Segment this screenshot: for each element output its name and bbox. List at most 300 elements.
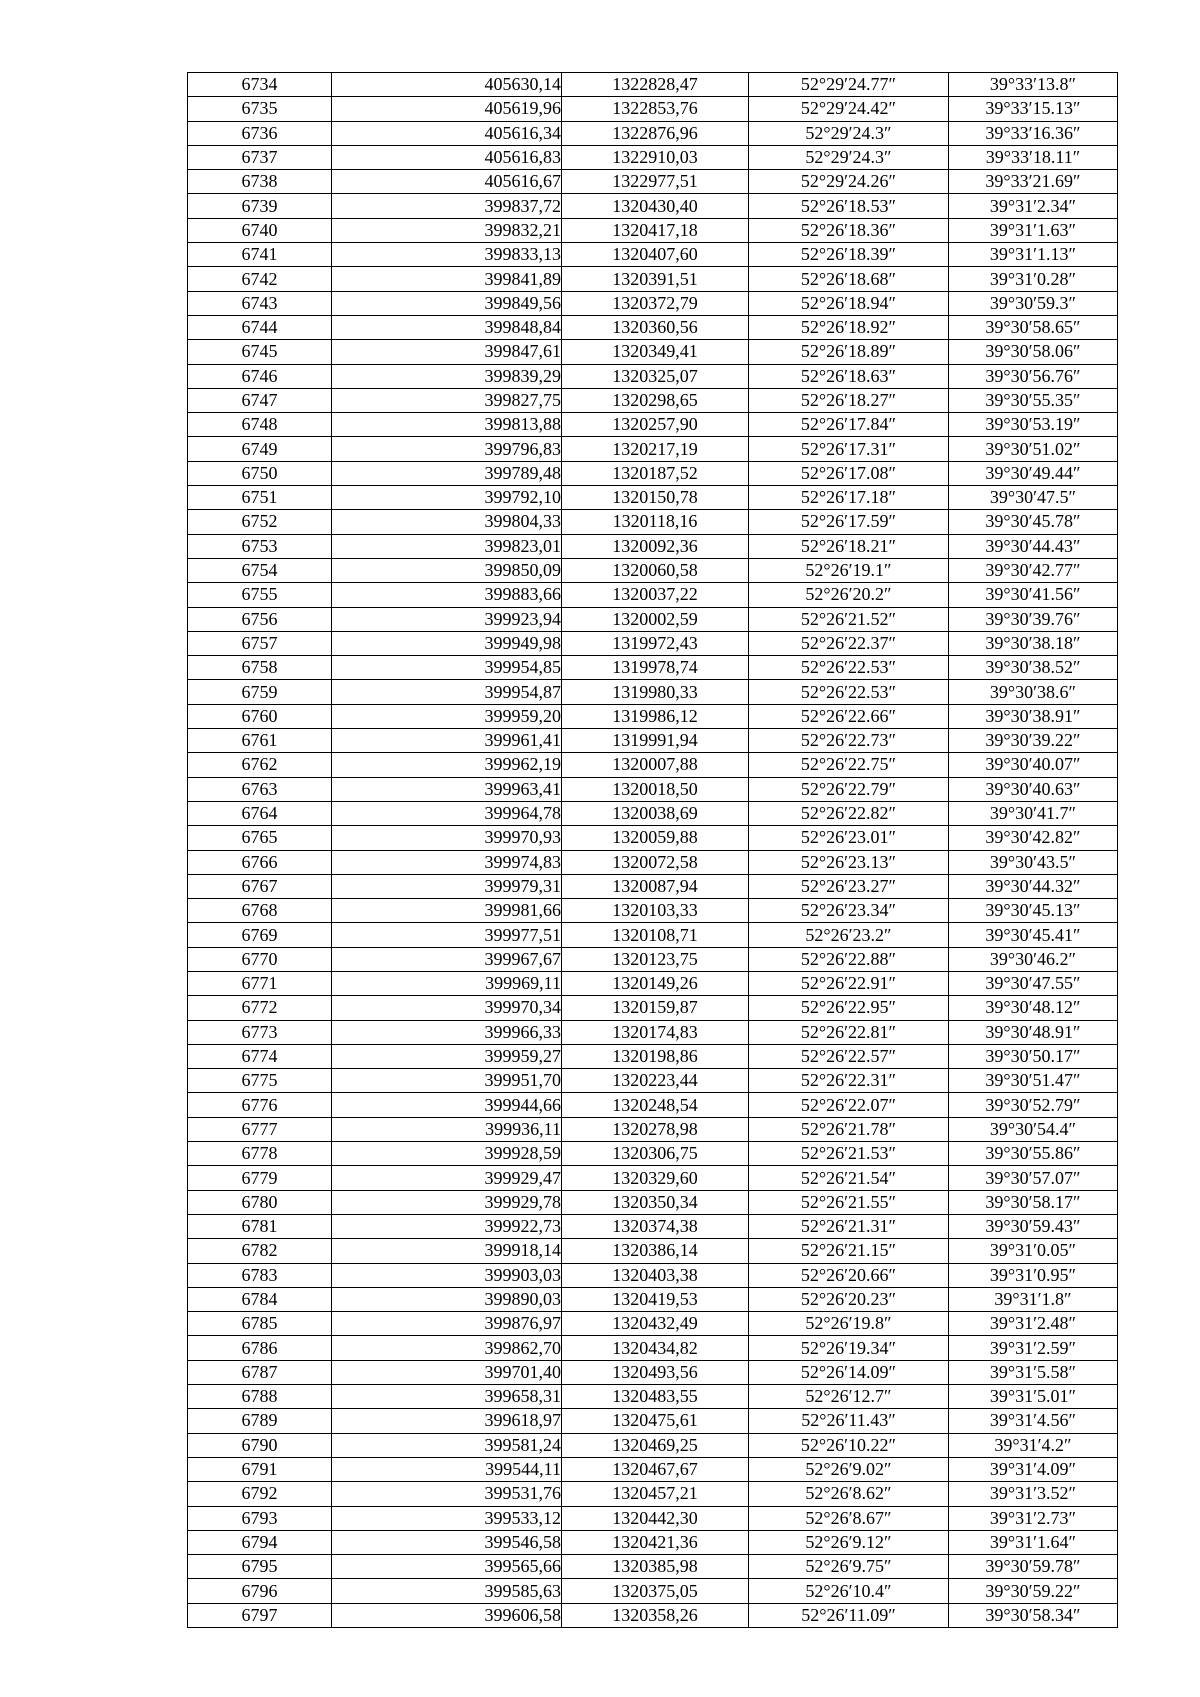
table-row [188, 170, 1118, 194]
latitude-cell: 52°26′22.73″ [749, 729, 949, 753]
x-coordinate-cell: 399839,29 [332, 364, 562, 388]
x-coordinate-cell: 399969,11 [332, 971, 562, 995]
x-coordinate-cell: 399850,09 [332, 558, 562, 582]
latitude-cell: 52°26′8.62″ [749, 1482, 949, 1506]
table-row [188, 1214, 1118, 1238]
longitude-cell: 39°31′1.8″ [949, 1287, 1118, 1311]
x-coordinate-cell: 399837,72 [332, 194, 562, 218]
latitude-cell: 52°26′8.67″ [749, 1506, 949, 1530]
x-coordinate-cell: 399827,75 [332, 388, 562, 412]
latitude-cell: 52°26′18.94″ [749, 291, 949, 315]
latitude-cell: 52°26′11.43″ [749, 1409, 949, 1433]
y-coordinate-cell: 1320350,34 [562, 1190, 749, 1214]
table-row [188, 1555, 1118, 1579]
x-coordinate-cell: 405616,83 [332, 145, 562, 169]
latitude-cell: 52°26′18.21″ [749, 534, 949, 558]
longitude-cell: 39°30′58.34″ [949, 1603, 1118, 1627]
latitude-cell: 52°26′23.2″ [749, 923, 949, 947]
latitude-cell: 52°26′19.34″ [749, 1336, 949, 1360]
point-number-cell: 6760 [188, 704, 332, 728]
point-number-cell: 6778 [188, 1142, 332, 1166]
latitude-cell: 52°29′24.3″ [749, 121, 949, 145]
x-coordinate-cell: 399585,63 [332, 1579, 562, 1603]
y-coordinate-cell: 1320149,26 [562, 971, 749, 995]
y-coordinate-cell: 1320358,26 [562, 1603, 749, 1627]
table-row [188, 218, 1118, 242]
y-coordinate-cell: 1320060,58 [562, 558, 749, 582]
y-coordinate-cell: 1320467,67 [562, 1457, 749, 1481]
y-coordinate-cell: 1320421,36 [562, 1530, 749, 1554]
point-number-cell: 6744 [188, 315, 332, 339]
longitude-cell: 39°31′4.56″ [949, 1409, 1118, 1433]
latitude-cell: 52°26′22.53″ [749, 656, 949, 680]
table-row [188, 1603, 1118, 1627]
latitude-cell: 52°26′18.27″ [749, 388, 949, 412]
latitude-cell: 52°26′22.75″ [749, 753, 949, 777]
y-coordinate-cell: 1320187,52 [562, 461, 749, 485]
longitude-cell: 39°31′0.05″ [949, 1239, 1118, 1263]
latitude-cell: 52°29′24.3″ [749, 145, 949, 169]
y-coordinate-cell: 1320432,49 [562, 1312, 749, 1336]
table-row [188, 243, 1118, 267]
latitude-cell: 52°26′9.12″ [749, 1530, 949, 1554]
longitude-cell: 39°33′16.36″ [949, 121, 1118, 145]
point-number-cell: 6783 [188, 1263, 332, 1287]
latitude-cell: 52°26′21.52″ [749, 607, 949, 631]
point-number-cell: 6769 [188, 923, 332, 947]
latitude-cell: 52°26′22.07″ [749, 1093, 949, 1117]
y-coordinate-cell: 1320391,51 [562, 267, 749, 291]
table-row [188, 291, 1118, 315]
longitude-cell: 39°30′45.41″ [949, 923, 1118, 947]
longitude-cell: 39°33′21.69″ [949, 170, 1118, 194]
point-number-cell: 6770 [188, 947, 332, 971]
table-row [188, 1142, 1118, 1166]
y-coordinate-cell: 1320278,98 [562, 1117, 749, 1141]
y-coordinate-cell: 1320374,38 [562, 1214, 749, 1238]
x-coordinate-cell: 399967,67 [332, 947, 562, 971]
longitude-cell: 39°33′18.11″ [949, 145, 1118, 169]
table-row [188, 388, 1118, 412]
table-row [188, 1020, 1118, 1044]
table-row [188, 534, 1118, 558]
table-row [188, 97, 1118, 121]
table-row [188, 340, 1118, 364]
x-coordinate-cell: 399954,87 [332, 680, 562, 704]
y-coordinate-cell: 1320375,05 [562, 1579, 749, 1603]
longitude-cell: 39°30′58.65″ [949, 315, 1118, 339]
table-row [188, 1069, 1118, 1093]
longitude-cell: 39°31′2.48″ [949, 1312, 1118, 1336]
latitude-cell: 52°26′23.13″ [749, 850, 949, 874]
point-number-cell: 6738 [188, 170, 332, 194]
point-number-cell: 6785 [188, 1312, 332, 1336]
latitude-cell: 52°26′11.09″ [749, 1603, 949, 1627]
point-number-cell: 6742 [188, 267, 332, 291]
longitude-cell: 39°30′58.06″ [949, 340, 1118, 364]
latitude-cell: 52°26′22.66″ [749, 704, 949, 728]
point-number-cell: 6781 [188, 1214, 332, 1238]
longitude-cell: 39°30′47.5″ [949, 486, 1118, 510]
longitude-cell: 39°31′2.73″ [949, 1506, 1118, 1530]
x-coordinate-cell: 399658,31 [332, 1385, 562, 1409]
table-row [188, 1093, 1118, 1117]
y-coordinate-cell: 1320037,22 [562, 583, 749, 607]
x-coordinate-cell: 399951,70 [332, 1069, 562, 1093]
table-row [188, 461, 1118, 485]
y-coordinate-cell: 1320372,79 [562, 291, 749, 315]
x-coordinate-cell: 399890,03 [332, 1287, 562, 1311]
y-coordinate-cell: 1320108,71 [562, 923, 749, 947]
y-coordinate-cell: 1320007,88 [562, 753, 749, 777]
x-coordinate-cell: 399533,12 [332, 1506, 562, 1530]
longitude-cell: 39°30′38.18″ [949, 631, 1118, 655]
point-number-cell: 6746 [188, 364, 332, 388]
longitude-cell: 39°30′47.55″ [949, 971, 1118, 995]
longitude-cell: 39°30′46.2″ [949, 947, 1118, 971]
x-coordinate-cell: 399922,73 [332, 1214, 562, 1238]
table-row [188, 729, 1118, 753]
y-coordinate-cell: 1320159,87 [562, 996, 749, 1020]
point-number-cell: 6792 [188, 1482, 332, 1506]
x-coordinate-cell: 399847,61 [332, 340, 562, 364]
longitude-cell: 39°31′0.95″ [949, 1263, 1118, 1287]
point-number-cell: 6788 [188, 1385, 332, 1409]
longitude-cell: 39°31′1.64″ [949, 1530, 1118, 1554]
x-coordinate-cell: 405630,14 [332, 73, 562, 97]
y-coordinate-cell: 1320248,54 [562, 1093, 749, 1117]
longitude-cell: 39°30′42.82″ [949, 826, 1118, 850]
point-number-cell: 6737 [188, 145, 332, 169]
point-number-cell: 6758 [188, 656, 332, 680]
longitude-cell: 39°31′2.34″ [949, 194, 1118, 218]
point-number-cell: 6747 [188, 388, 332, 412]
longitude-cell: 39°30′44.43″ [949, 534, 1118, 558]
y-coordinate-cell: 1319986,12 [562, 704, 749, 728]
x-coordinate-cell: 399792,10 [332, 486, 562, 510]
y-coordinate-cell: 1319980,33 [562, 680, 749, 704]
y-coordinate-cell: 1320223,44 [562, 1069, 749, 1093]
latitude-cell: 52°26′21.53″ [749, 1142, 949, 1166]
longitude-cell: 39°30′38.91″ [949, 704, 1118, 728]
y-coordinate-cell: 1320002,59 [562, 607, 749, 631]
x-coordinate-cell: 399970,93 [332, 826, 562, 850]
table-row [188, 1166, 1118, 1190]
y-coordinate-cell: 1320059,88 [562, 826, 749, 850]
y-coordinate-cell: 1320442,30 [562, 1506, 749, 1530]
longitude-cell: 39°30′57.07″ [949, 1166, 1118, 1190]
latitude-cell: 52°26′21.55″ [749, 1190, 949, 1214]
x-coordinate-cell: 399970,34 [332, 996, 562, 1020]
point-number-cell: 6786 [188, 1336, 332, 1360]
latitude-cell: 52°26′21.78″ [749, 1117, 949, 1141]
table-row [188, 1239, 1118, 1263]
latitude-cell: 52°26′22.31″ [749, 1069, 949, 1093]
table-row [188, 923, 1118, 947]
x-coordinate-cell: 399544,11 [332, 1457, 562, 1481]
latitude-cell: 52°26′18.68″ [749, 267, 949, 291]
table-row [188, 826, 1118, 850]
table-row [188, 704, 1118, 728]
x-coordinate-cell: 399974,83 [332, 850, 562, 874]
latitude-cell: 52°26′22.91″ [749, 971, 949, 995]
latitude-cell: 52°26′19.1″ [749, 558, 949, 582]
point-number-cell: 6736 [188, 121, 332, 145]
latitude-cell: 52°26′22.81″ [749, 1020, 949, 1044]
y-coordinate-cell: 1322977,51 [562, 170, 749, 194]
table-row [188, 971, 1118, 995]
longitude-cell: 39°31′5.58″ [949, 1360, 1118, 1384]
x-coordinate-cell: 399959,27 [332, 1044, 562, 1068]
table-row [188, 850, 1118, 874]
point-number-cell: 6751 [188, 486, 332, 510]
longitude-cell: 39°30′59.22″ [949, 1579, 1118, 1603]
longitude-cell: 39°31′4.09″ [949, 1457, 1118, 1481]
table-row [188, 607, 1118, 631]
latitude-cell: 52°26′20.23″ [749, 1287, 949, 1311]
point-number-cell: 6740 [188, 218, 332, 242]
latitude-cell: 52°26′22.37″ [749, 631, 949, 655]
table-row [188, 486, 1118, 510]
y-coordinate-cell: 1320150,78 [562, 486, 749, 510]
longitude-cell: 39°30′54.4″ [949, 1117, 1118, 1141]
y-coordinate-cell: 1320038,69 [562, 801, 749, 825]
latitude-cell: 52°26′18.39″ [749, 243, 949, 267]
x-coordinate-cell: 399813,88 [332, 413, 562, 437]
point-number-cell: 6754 [188, 558, 332, 582]
point-number-cell: 6745 [188, 340, 332, 364]
longitude-cell: 39°31′5.01″ [949, 1385, 1118, 1409]
x-coordinate-cell: 399903,03 [332, 1263, 562, 1287]
x-coordinate-cell: 399964,78 [332, 801, 562, 825]
x-coordinate-cell: 399961,41 [332, 729, 562, 753]
x-coordinate-cell: 399977,51 [332, 923, 562, 947]
y-coordinate-cell: 1320329,60 [562, 1166, 749, 1190]
point-number-cell: 6791 [188, 1457, 332, 1481]
longitude-cell: 39°30′45.78″ [949, 510, 1118, 534]
x-coordinate-cell: 399979,31 [332, 874, 562, 898]
longitude-cell: 39°30′51.47″ [949, 1069, 1118, 1093]
point-number-cell: 6748 [188, 413, 332, 437]
y-coordinate-cell: 1319978,74 [562, 656, 749, 680]
point-number-cell: 6794 [188, 1530, 332, 1554]
longitude-cell: 39°30′41.56″ [949, 583, 1118, 607]
x-coordinate-cell: 399929,78 [332, 1190, 562, 1214]
longitude-cell: 39°33′13.8″ [949, 73, 1118, 97]
point-number-cell: 6795 [188, 1555, 332, 1579]
point-number-cell: 6787 [188, 1360, 332, 1384]
longitude-cell: 39°30′43.5″ [949, 850, 1118, 874]
x-coordinate-cell: 399876,97 [332, 1312, 562, 1336]
x-coordinate-cell: 405616,34 [332, 121, 562, 145]
latitude-cell: 52°26′20.2″ [749, 583, 949, 607]
y-coordinate-cell: 1322876,96 [562, 121, 749, 145]
latitude-cell: 52°26′19.8″ [749, 1312, 949, 1336]
point-number-cell: 6773 [188, 1020, 332, 1044]
point-number-cell: 6777 [188, 1117, 332, 1141]
point-number-cell: 6766 [188, 850, 332, 874]
table-row [188, 1457, 1118, 1481]
x-coordinate-cell: 399928,59 [332, 1142, 562, 1166]
x-coordinate-cell: 399701,40 [332, 1360, 562, 1384]
table-row [188, 1385, 1118, 1409]
y-coordinate-cell: 1320257,90 [562, 413, 749, 437]
coordinates-table-body [188, 73, 1118, 1628]
y-coordinate-cell: 1320475,61 [562, 1409, 749, 1433]
table-row [188, 510, 1118, 534]
y-coordinate-cell: 1320493,56 [562, 1360, 749, 1384]
latitude-cell: 52°26′22.88″ [749, 947, 949, 971]
latitude-cell: 52°26′23.01″ [749, 826, 949, 850]
table-row [188, 267, 1118, 291]
y-coordinate-cell: 1320349,41 [562, 340, 749, 364]
x-coordinate-cell: 399796,83 [332, 437, 562, 461]
longitude-cell: 39°31′0.28″ [949, 267, 1118, 291]
y-coordinate-cell: 1322853,76 [562, 97, 749, 121]
longitude-cell: 39°33′15.13″ [949, 97, 1118, 121]
latitude-cell: 52°29′24.77″ [749, 73, 949, 97]
table-row [188, 1360, 1118, 1384]
point-number-cell: 6749 [188, 437, 332, 461]
table-row [188, 437, 1118, 461]
longitude-cell: 39°30′44.32″ [949, 874, 1118, 898]
x-coordinate-cell: 399963,41 [332, 777, 562, 801]
table-row [188, 1190, 1118, 1214]
point-number-cell: 6797 [188, 1603, 332, 1627]
table-row [188, 631, 1118, 655]
table-row [188, 73, 1118, 97]
point-number-cell: 6739 [188, 194, 332, 218]
x-coordinate-cell: 399833,13 [332, 243, 562, 267]
latitude-cell: 52°26′17.18″ [749, 486, 949, 510]
longitude-cell: 39°31′1.13″ [949, 243, 1118, 267]
point-number-cell: 6771 [188, 971, 332, 995]
point-number-cell: 6750 [188, 461, 332, 485]
table-row [188, 1336, 1118, 1360]
table-row [188, 777, 1118, 801]
longitude-cell: 39°30′49.44″ [949, 461, 1118, 485]
x-coordinate-cell: 399936,11 [332, 1117, 562, 1141]
x-coordinate-cell: 399832,21 [332, 218, 562, 242]
point-number-cell: 6743 [188, 291, 332, 315]
y-coordinate-cell: 1320018,50 [562, 777, 749, 801]
longitude-cell: 39°30′39.76″ [949, 607, 1118, 631]
point-number-cell: 6734 [188, 73, 332, 97]
table-row [188, 996, 1118, 1020]
point-number-cell: 6741 [188, 243, 332, 267]
y-coordinate-cell: 1322910,03 [562, 145, 749, 169]
x-coordinate-cell: 399606,58 [332, 1603, 562, 1627]
y-coordinate-cell: 1320072,58 [562, 850, 749, 874]
x-coordinate-cell: 399966,33 [332, 1020, 562, 1044]
y-coordinate-cell: 1320434,82 [562, 1336, 749, 1360]
longitude-cell: 39°30′45.13″ [949, 899, 1118, 923]
longitude-cell: 39°30′40.63″ [949, 777, 1118, 801]
latitude-cell: 52°26′22.95″ [749, 996, 949, 1020]
table-row [188, 583, 1118, 607]
y-coordinate-cell: 1320118,16 [562, 510, 749, 534]
table-row [188, 801, 1118, 825]
longitude-cell: 39°30′55.86″ [949, 1142, 1118, 1166]
x-coordinate-cell: 399823,01 [332, 534, 562, 558]
latitude-cell: 52°26′23.27″ [749, 874, 949, 898]
x-coordinate-cell: 399918,14 [332, 1239, 562, 1263]
longitude-cell: 39°30′48.12″ [949, 996, 1118, 1020]
point-number-cell: 6765 [188, 826, 332, 850]
y-coordinate-cell: 1320360,56 [562, 315, 749, 339]
latitude-cell: 52°26′18.36″ [749, 218, 949, 242]
table-row [188, 1433, 1118, 1457]
y-coordinate-cell: 1320174,83 [562, 1020, 749, 1044]
latitude-cell: 52°29′24.26″ [749, 170, 949, 194]
longitude-cell: 39°30′39.22″ [949, 729, 1118, 753]
point-number-cell: 6763 [188, 777, 332, 801]
latitude-cell: 52°26′17.84″ [749, 413, 949, 437]
point-number-cell: 6764 [188, 801, 332, 825]
x-coordinate-cell: 399981,66 [332, 899, 562, 923]
latitude-cell: 52°26′21.54″ [749, 1166, 949, 1190]
latitude-cell: 52°26′18.53″ [749, 194, 949, 218]
table-row [188, 1263, 1118, 1287]
longitude-cell: 39°30′41.7″ [949, 801, 1118, 825]
point-number-cell: 6775 [188, 1069, 332, 1093]
x-coordinate-cell: 399565,66 [332, 1555, 562, 1579]
longitude-cell: 39°30′58.17″ [949, 1190, 1118, 1214]
y-coordinate-cell: 1320386,14 [562, 1239, 749, 1263]
point-number-cell: 6762 [188, 753, 332, 777]
table-row [188, 194, 1118, 218]
x-coordinate-cell: 399929,47 [332, 1166, 562, 1190]
longitude-cell: 39°30′38.52″ [949, 656, 1118, 680]
latitude-cell: 52°26′20.66″ [749, 1263, 949, 1287]
y-coordinate-cell: 1320385,98 [562, 1555, 749, 1579]
longitude-cell: 39°30′42.77″ [949, 558, 1118, 582]
table-row [188, 1482, 1118, 1506]
point-number-cell: 6790 [188, 1433, 332, 1457]
point-number-cell: 6793 [188, 1506, 332, 1530]
table-row [188, 1506, 1118, 1530]
longitude-cell: 39°30′59.43″ [949, 1214, 1118, 1238]
y-coordinate-cell: 1320469,25 [562, 1433, 749, 1457]
y-coordinate-cell: 1320430,40 [562, 194, 749, 218]
latitude-cell: 52°26′9.02″ [749, 1457, 949, 1481]
y-coordinate-cell: 1320417,18 [562, 218, 749, 242]
latitude-cell: 52°26′23.34″ [749, 899, 949, 923]
table-row [188, 121, 1118, 145]
x-coordinate-cell: 405616,67 [332, 170, 562, 194]
latitude-cell: 52°26′18.63″ [749, 364, 949, 388]
longitude-cell: 39°30′59.3″ [949, 291, 1118, 315]
x-coordinate-cell: 399962,19 [332, 753, 562, 777]
table-row [188, 1312, 1118, 1336]
x-coordinate-cell: 399546,58 [332, 1530, 562, 1554]
longitude-cell: 39°31′4.2″ [949, 1433, 1118, 1457]
y-coordinate-cell: 1320087,94 [562, 874, 749, 898]
x-coordinate-cell: 399883,66 [332, 583, 562, 607]
x-coordinate-cell: 399618,97 [332, 1409, 562, 1433]
table-row [188, 1530, 1118, 1554]
point-number-cell: 6796 [188, 1579, 332, 1603]
x-coordinate-cell: 405619,96 [332, 97, 562, 121]
latitude-cell: 52°26′17.31″ [749, 437, 949, 461]
latitude-cell: 52°26′9.75″ [749, 1555, 949, 1579]
point-number-cell: 6767 [188, 874, 332, 898]
latitude-cell: 52°26′10.22″ [749, 1433, 949, 1457]
point-number-cell: 6735 [188, 97, 332, 121]
x-coordinate-cell: 399804,33 [332, 510, 562, 534]
y-coordinate-cell: 1320123,75 [562, 947, 749, 971]
table-row [188, 1117, 1118, 1141]
